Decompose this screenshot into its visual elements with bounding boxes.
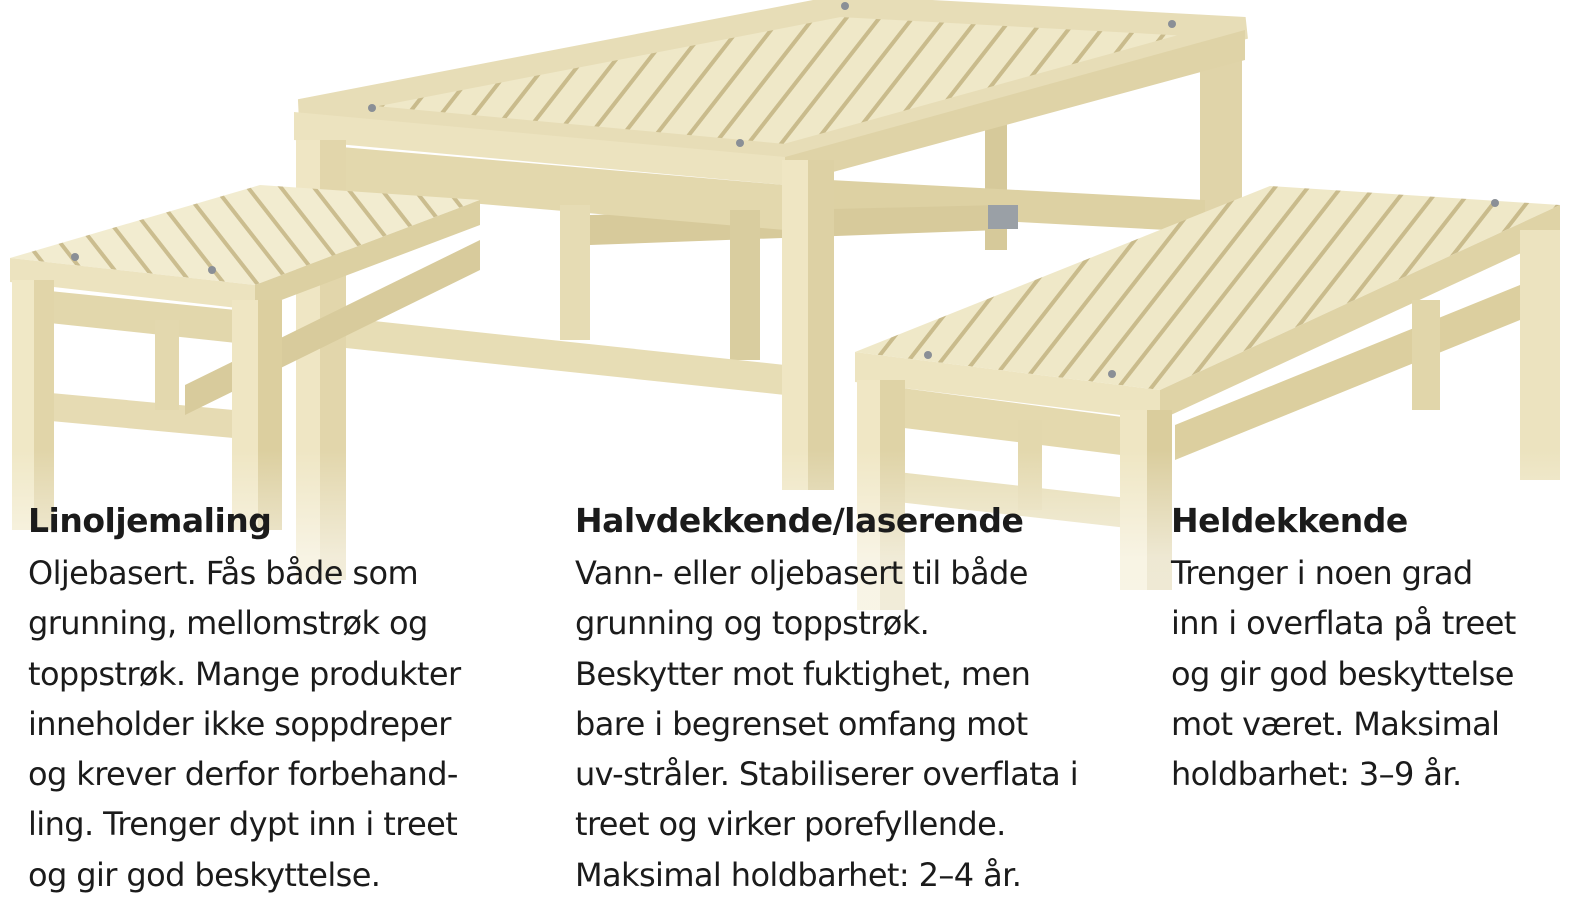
heading-linoljemaling: Linoljemaling bbox=[28, 501, 272, 540]
heading-halvdekkende: Halvdekkende/laserende bbox=[575, 501, 1024, 540]
body-heldekkende: Trenger i noen grad inn i overflata på treet og gir god beskyttelse mot været. Maksimal holdbarhet: 3–9 år. bbox=[1171, 554, 1516, 794]
heading-heldekkende: Heldekkende bbox=[1171, 501, 1408, 540]
body-halvdekkende: Vann- eller oljebasert til både grunning og toppstrøk. Beskytter mot fuktighet, men bare i begrenset omfang mot uv-stråler. Stabiliserer overflata i treet og virker porefyllende. Maksimal holdbarhet: 2–4 år. bbox=[575, 554, 1079, 894]
column-linoljemaling bbox=[28, 496, 548, 900]
column-halvdekkende bbox=[575, 496, 1135, 900]
body-linoljemaling: Oljebasert. Fås både som grunning, mellomstrøk og toppstrøk. Mange produkter inneholder ikke soppdreper og krever derfor forbehand- ling. Trenger dypt inn i treet og gir god beskyttelse. bbox=[28, 554, 461, 894]
column-heldekkende bbox=[1171, 496, 1571, 799]
